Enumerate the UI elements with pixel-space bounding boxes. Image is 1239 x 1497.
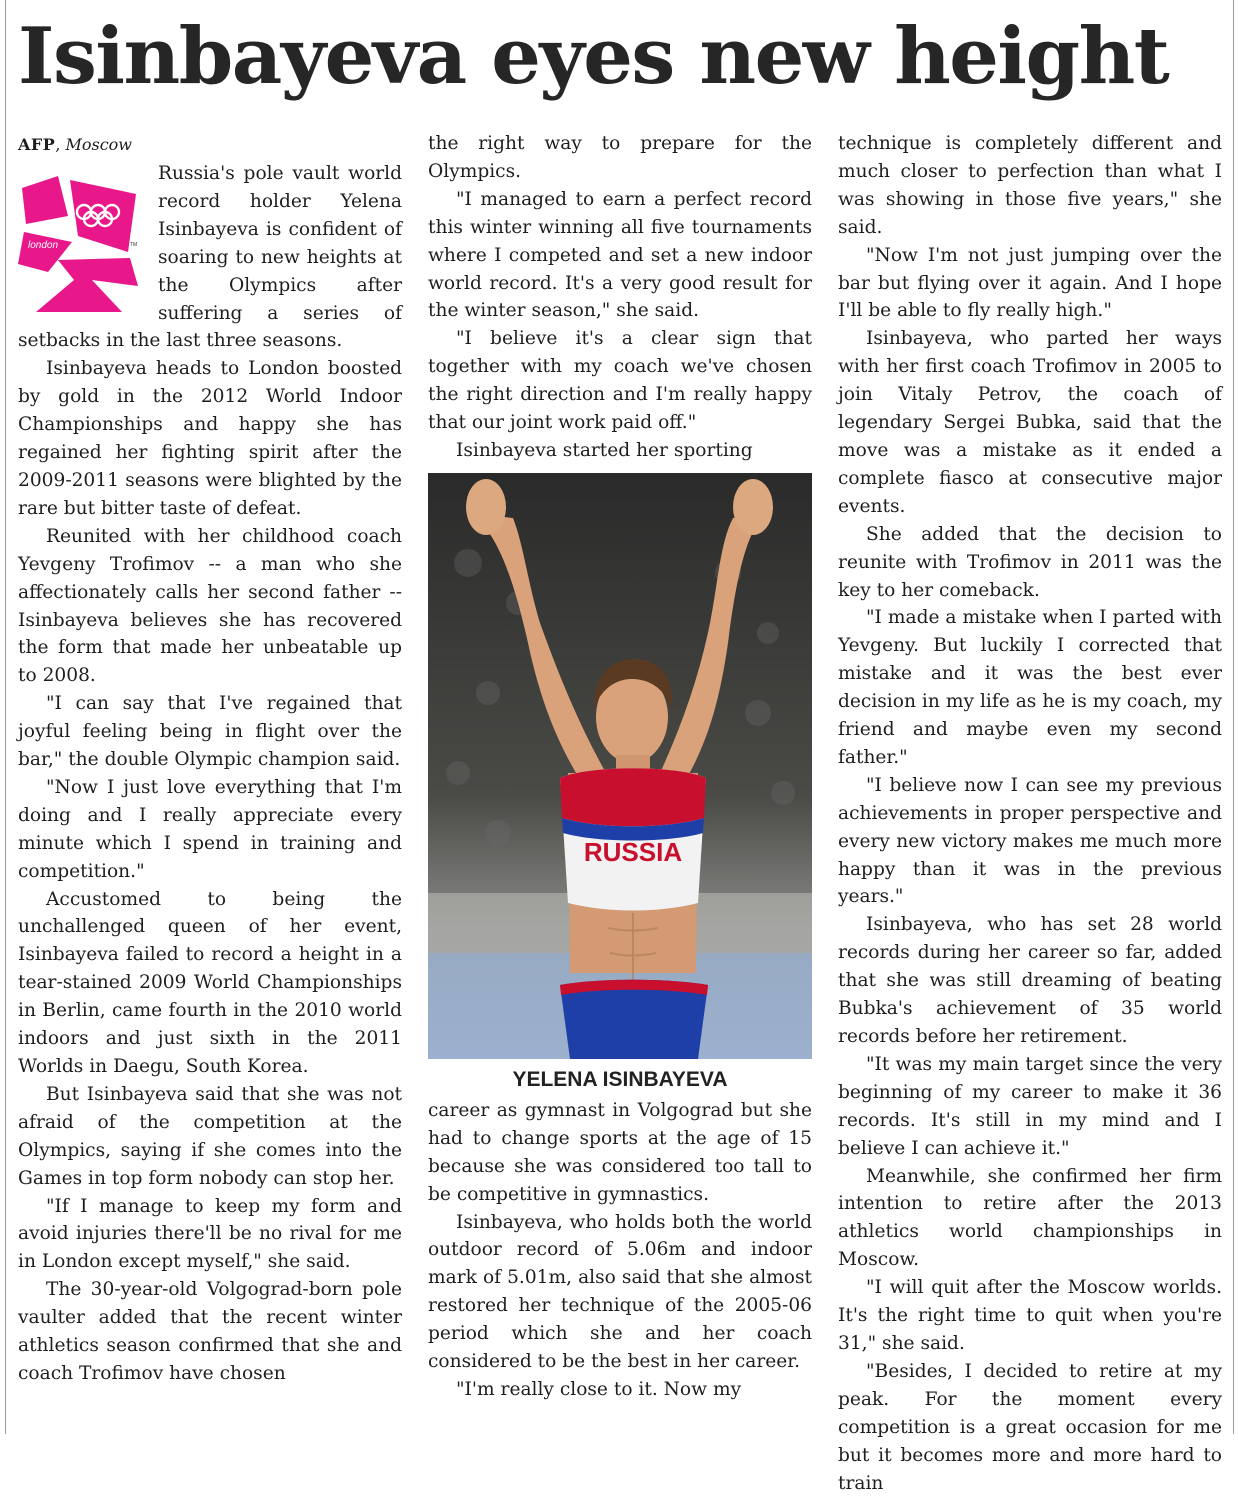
- paragraph: "I believe now I can see my previous achievements in proper perspective and every new victory makes me much more happy than it was in the previous years.": [838, 774, 1222, 908]
- logo-tm: TM: [130, 242, 138, 248]
- byline-agency: AFP: [18, 135, 56, 154]
- paragraph: "It was my main target since the very beginning of my career to make it 36 records. It's still in my mind and I believe I can achieve it.": [838, 1053, 1222, 1159]
- paragraph: career as gymnast in Volgograd but she had to change sports at the age of 15 because she was considered too tall to be competitive in gymnastics.: [428, 1099, 812, 1205]
- headline: Isinbayeva eyes new height: [18, 11, 1169, 102]
- paragraph: "I made a mistake when I parted with Yevgeny. But luckily I corrected that mistake and it was the best ever decision in my life as he is my coach, my friend and maybe even my second father.": [838, 607, 1222, 768]
- jersey-text: RUSSIA: [583, 836, 683, 867]
- athlete-photo: [428, 473, 812, 1059]
- paragraph: "I'm really close to it. Now my: [456, 1378, 742, 1400]
- paragraph: Isinbayeva, who has set 28 world records during her career so far, added that she was still dreaming of beating Bubka's achievement of 35 world records before her retirement.: [838, 914, 1222, 1047]
- left-column-rule: [5, 0, 6, 1434]
- paragraph: Isinbayeva heads to London boosted by gold in the 2012 World Indoor Championships and happy she has regained her fighting spirit after the 2009-2011 seasons were blighted by the rare but bitter taste of defeat.: [18, 358, 402, 519]
- paragraph: "I will quit after the Moscow worlds. It's the right time to quit when you're 31," she said.: [838, 1277, 1222, 1354]
- paragraph: Isinbayeva, who holds both the world outdoor record of 5.06m and indoor mark of 5.01m, also said that she almost restored her technique of the 2005-06 period which she and her coach considered to be the best in her career.: [428, 1211, 812, 1373]
- paragraph: Accustomed to being the unchallenged queen of her event, Isinbayeva failed to record a height in a tear-stained 2009 World Championships in Berlin, came fourth in the 2010 world indoors and just sixth in the 2011 Worlds in Daegu, South Korea.: [18, 888, 402, 1077]
- paragraph: technique is completely different and much closer to perfection than what I was showing in those five years," she said.: [838, 133, 1222, 238]
- paragraph: Isinbayeva, who parted her ways with her first coach Trofimov in 2005 to join Vitaly Petrov, the coach of legendary Sergei Bubka, said that the move was a mistake as it ended a complete fiasco at consecutive major events.: [838, 328, 1222, 517]
- paragraph: "I can say that I've regained that joyful feeling being in flight over the bar," the double Olympic champion said.: [18, 693, 402, 771]
- photo-caption: YELENA ISINBAYEVA: [512, 1067, 728, 1091]
- paragraph: "Now I'm not just jumping over the bar but flying over it again. And I hope I'll be able to fly really high.": [838, 244, 1222, 322]
- paragraph: "Besides, I decided to retire at my peak. For the moment every competition is a great occasion for me but it becomes more and more hard to train: [838, 1360, 1222, 1494]
- right-column-rule: [1233, 0, 1234, 1434]
- paragraph: Reunited with her childhood coach Yevgeny Trofimov -- a man who she affectionately calls her second father -- Isinbayeva believes she has recovered the form that made her unbeatable up to 2008.: [18, 525, 402, 687]
- paragraph: the right way to prepare for the Olympics.: [428, 133, 812, 182]
- paragraph: "Now I just love everything that I'm doing and I really appreciate every minute which I spend in training and competition.": [18, 776, 402, 882]
- paragraph: "I believe it's a clear sign that together with my coach we've chosen the right direction and I'm really happy that our joint work paid off.": [428, 328, 812, 434]
- paragraph: Isinbayeva started her sporting: [456, 439, 753, 461]
- paragraph: "I managed to earn a perfect record this winter winning all five tournaments where I competed and set a new indoor world record. It's a very good result for the winter season," she said.: [428, 188, 812, 322]
- paragraph: "If I manage to keep my form and avoid injuries there'll be no rival for me in London except myself," she said.: [18, 1195, 402, 1273]
- article-column-1: [18, 130, 402, 1430]
- article-column-2: [428, 130, 812, 1430]
- paragraph: But Isinbayeva said that she was not afraid of the competition at the Olympics, saying if she comes into the Games in top form nobody can stop her.: [18, 1083, 402, 1189]
- byline: AFP, Moscow: [18, 135, 132, 154]
- article-column-3: [838, 130, 1222, 1494]
- london-2012-logo-icon: [18, 174, 146, 314]
- paragraph: Meanwhile, she confirmed her firm intention to retire after the 2013 athletics world championships in Moscow.: [838, 1165, 1222, 1271]
- byline-place: Moscow: [65, 135, 132, 154]
- paragraph: She added that the decision to reunite with Trofimov in 2011 was the key to her comeback.: [838, 523, 1222, 601]
- paragraph: The 30-year-old Volgograd-born pole vaulter added that the recent winter athletics season confirmed that she and coach Trofimov have chosen: [18, 1279, 402, 1384]
- logo-text: london: [28, 240, 59, 251]
- paragraph: Russia's pole vault world record holder Yelena Isinbayeva is confident of soaring to new heights at the Olympics after suffering a series of setbacks in the last three seasons.: [18, 163, 402, 352]
